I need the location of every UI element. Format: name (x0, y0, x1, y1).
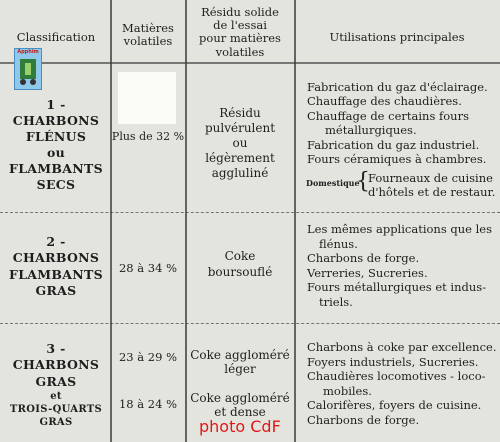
header-utilisations: Utilisations principales (329, 30, 465, 44)
header-rule (0, 62, 500, 64)
row-divider (0, 323, 500, 324)
row2-classification: 2 - CHARBONS FLAMBANTS GRAS (9, 234, 103, 298)
row3-matieres-1: 23 à 29 % (118, 350, 178, 364)
row1-brace: { (356, 169, 370, 194)
row2-residu: Coke boursouflé (207, 249, 273, 279)
column-divider (110, 0, 112, 442)
row1-residu: Résidu pulvérulent ou légèrement aggluliné (204, 106, 276, 180)
row1-utilisations: Fabrication du gaz d'éclairage. Chauffage des chaudières. Chauffage de certains fours métallurgiques. Fabrication du gaz industriel. Fours céramiques à chambres. (307, 80, 488, 166)
row2-matieres: 28 à 34 % (118, 261, 178, 275)
row3-utilisations: Charbons à coke par excellence. Foyers industriels, Sucreries. Chaudières locomotives - loco- mobiles. Calorifères, foyers de cuisine. Charbons de forge. (307, 340, 497, 427)
header-matieres: Matières volatiles (122, 21, 174, 49)
row3-residu-1: Coke aggloméré léger (190, 348, 290, 376)
row1-domestique-label: Domestique (306, 178, 360, 188)
row-divider (0, 212, 500, 213)
column-divider (294, 0, 296, 442)
row1-matieres: Plus de 32 % (111, 130, 185, 143)
header-residu: Résidu solide de l'essai pour matières volatiles (199, 5, 281, 59)
row1-domestique-lines: Fourneaux de cuisine d'hôtels et de restaur. (368, 171, 496, 199)
blank-patch (118, 72, 176, 124)
photo-credit-watermark: photo CdF (199, 417, 281, 436)
row2-utilisations: Les mêmes applications que les flénus. Charbons de forge. Verreries, Sucreries. Fours métallurgiques et indus- triels. (307, 222, 493, 309)
row1-classification: 1 - CHARBONS FLÉNUS ou FLAMBANTS SECS (9, 97, 103, 192)
apphim-logo: Apphim (14, 48, 42, 90)
row3-matieres-2: 18 à 24 % (118, 397, 178, 411)
row3-classification: 3 - CHARBONS GRAS et TROIS-QUARTS GRAS (9, 341, 103, 428)
header-classification: Classification (16, 30, 96, 44)
row3-residu-2: Coke aggloméré et dense (190, 391, 290, 419)
